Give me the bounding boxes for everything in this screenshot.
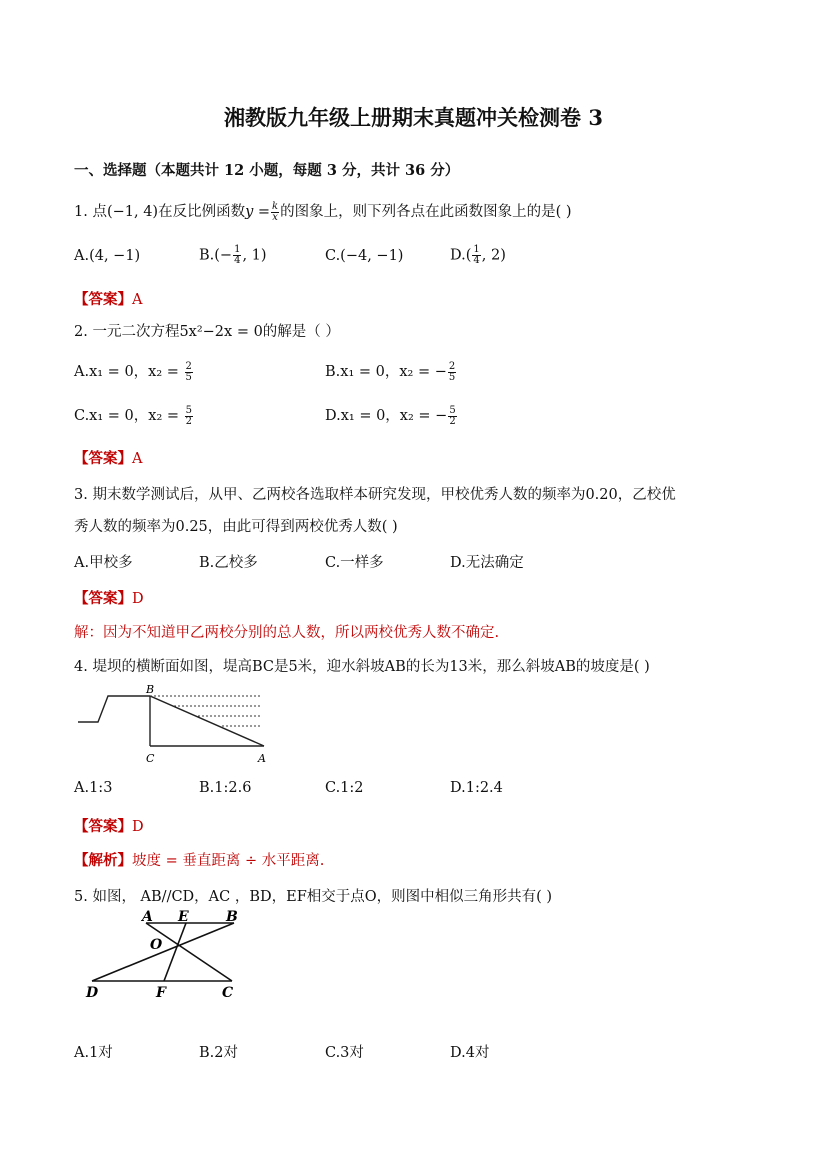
q4-answer <box>74 815 144 836</box>
q4-option-a: A.1:3 <box>74 780 113 796</box>
question-1 <box>74 200 572 223</box>
q2-opt-b-frac <box>448 362 456 383</box>
q3-option-d: D.无法确定 <box>450 555 524 571</box>
q3-option-c: C.一样多 <box>325 555 384 571</box>
q1-func-frac <box>271 202 279 223</box>
q3-answer-tag: 【答案】 <box>74 590 132 607</box>
question-4: 4. 堤坝的横断面如图，堤高BC是5米，迎水斜坡AB的长为13米，那么斜坡AB的坡度是( ) <box>74 659 650 675</box>
q2-opt-c-num: 5 <box>185 404 193 416</box>
q1-opt-d-frac <box>472 245 480 266</box>
q3-option-a: A.甲校多 <box>74 555 133 571</box>
q4-explain-text: 坡度 = 垂直距离 ÷ 水平距离. <box>132 853 325 869</box>
q2-opt-a-num: 2 <box>185 360 192 372</box>
q2-opt-b-pre: B.x₁ = 0，x₂ = − <box>325 364 447 380</box>
q1-option-d <box>450 245 506 266</box>
q1-func-den: x <box>272 211 278 223</box>
q1-option-c: C.(−4, −1) <box>325 248 404 264</box>
q4-option-d: D.1:2.4 <box>450 780 503 796</box>
q2-answer-tag: 【答案】 <box>74 450 132 467</box>
q2-option-d <box>325 404 458 427</box>
q5-label-d: D <box>86 985 99 1001</box>
q1-opt-b-post: , 1) <box>242 247 267 264</box>
question-5: 5. 如图， AB//CD，AC ，BD，EF相交于点O，则图中相似三角形共有( ) <box>74 889 553 905</box>
q1-option-a: A.(4, −1) <box>74 248 141 264</box>
page-title: 湘教版九年级上册期末真题冲关检测卷 3 <box>224 105 603 130</box>
q1-answer <box>74 288 142 309</box>
q2-option-a <box>74 360 194 383</box>
q3-answer <box>74 587 144 608</box>
q4-explain-tag: 【解析】 <box>74 852 132 869</box>
q4-label-b: B <box>146 683 155 696</box>
q5-similar-triangles-figure <box>84 905 244 1001</box>
q5-option-c: C.3对 <box>325 1045 364 1061</box>
q2-opt-c-den: 2 <box>185 415 193 427</box>
question-3-line-1: 3. 期末数学测试后，从甲、乙两校各选取样本研究发现，甲校优秀人数的频率为0.20，乙校优 <box>74 487 676 503</box>
q2-opt-d-den: 2 <box>449 415 456 427</box>
q5-option-a: A.1对 <box>74 1045 113 1061</box>
q2-opt-a-den: 5 <box>185 371 192 383</box>
q2-opt-b-den: 5 <box>448 371 456 383</box>
q5-option-b: B.2对 <box>199 1045 238 1061</box>
q1-option-b <box>199 245 267 266</box>
q1-opt-b-pre: B.(− <box>199 247 233 264</box>
q3-option-b: B.乙校多 <box>199 555 258 571</box>
q3-answer-value: D <box>132 591 144 607</box>
q1-answer-tag: 【答案】 <box>74 291 132 308</box>
q1-post: 的图象上，则下列各点在此函数图象上的是( ) <box>280 204 572 220</box>
q2-opt-b-num: 2 <box>448 360 456 372</box>
q3-explanation: 解：因为不知道甲乙两校分别的总人数，所以两校优秀人数不确定. <box>74 625 500 641</box>
q1-pre: 1. 点(−1, 4)在反比例函数 <box>74 204 246 220</box>
q4-option-c: C.1:2 <box>325 780 364 796</box>
q2-opt-c-frac <box>185 406 193 427</box>
q4-answer-value: D <box>132 819 144 835</box>
q2-opt-d-num: 5 <box>449 404 456 416</box>
q2-opt-a-frac <box>185 362 193 383</box>
q1-func-lhs: y = <box>245 204 271 220</box>
q5-label-b: B <box>226 909 238 925</box>
q4-label-c: C <box>146 752 155 765</box>
q4-explanation <box>74 849 324 870</box>
q4-water-lines <box>150 696 260 726</box>
q4-option-b: B.1:2.6 <box>199 780 252 796</box>
q1-opt-b-frac <box>233 245 241 266</box>
q1-opt-d-den: 4 <box>473 255 480 266</box>
q1-opt-d-pre: D.( <box>450 247 472 264</box>
q2-answer-value: A <box>132 451 143 467</box>
q2-option-b <box>325 360 457 383</box>
q2-opt-a-pre: A.x₁ = 0，x₂ = <box>74 364 179 380</box>
q2-answer <box>74 447 142 468</box>
q1-opt-d-num: 1 <box>473 244 480 255</box>
q5-line-bd <box>92 923 234 981</box>
q1-opt-d-post: , 2) <box>481 247 506 264</box>
q5-option-d: D.4对 <box>450 1045 490 1061</box>
q5-label-c: C <box>222 985 234 1001</box>
q1-answer-value: A <box>132 292 143 308</box>
q1-opt-b-den: 4 <box>234 255 241 266</box>
q5-label-o: O <box>150 937 163 953</box>
question-2: 2. 一元二次方程5x²−2x = 0的解是（ ） <box>74 324 340 340</box>
q2-option-c <box>74 404 194 427</box>
q4-dam-outline <box>78 696 264 746</box>
q5-label-f: F <box>156 985 166 1001</box>
q2-opt-d-pre: D.x₁ = 0，x₂ = − <box>325 408 448 424</box>
q5-label-a: A <box>142 909 153 925</box>
question-3-line-2: 秀人数的频率为0.25，由此可得到两校优秀人数( ) <box>74 519 398 535</box>
q2-opt-d-frac <box>448 406 456 427</box>
q5-line-ef <box>164 923 186 981</box>
q5-label-e: E <box>178 909 189 925</box>
q1-opt-b-num: 1 <box>234 244 241 255</box>
q4-dam-figure <box>74 680 274 766</box>
q4-label-a: A <box>258 752 266 765</box>
q1-func-num: k <box>272 200 279 212</box>
q2-opt-c-pre: C.x₁ = 0，x₂ = <box>74 408 180 424</box>
q4-answer-tag: 【答案】 <box>74 818 132 835</box>
section-heading: 一、选择题（本题共计 12 小题，每题 3 分，共计 36 分） <box>74 162 460 179</box>
